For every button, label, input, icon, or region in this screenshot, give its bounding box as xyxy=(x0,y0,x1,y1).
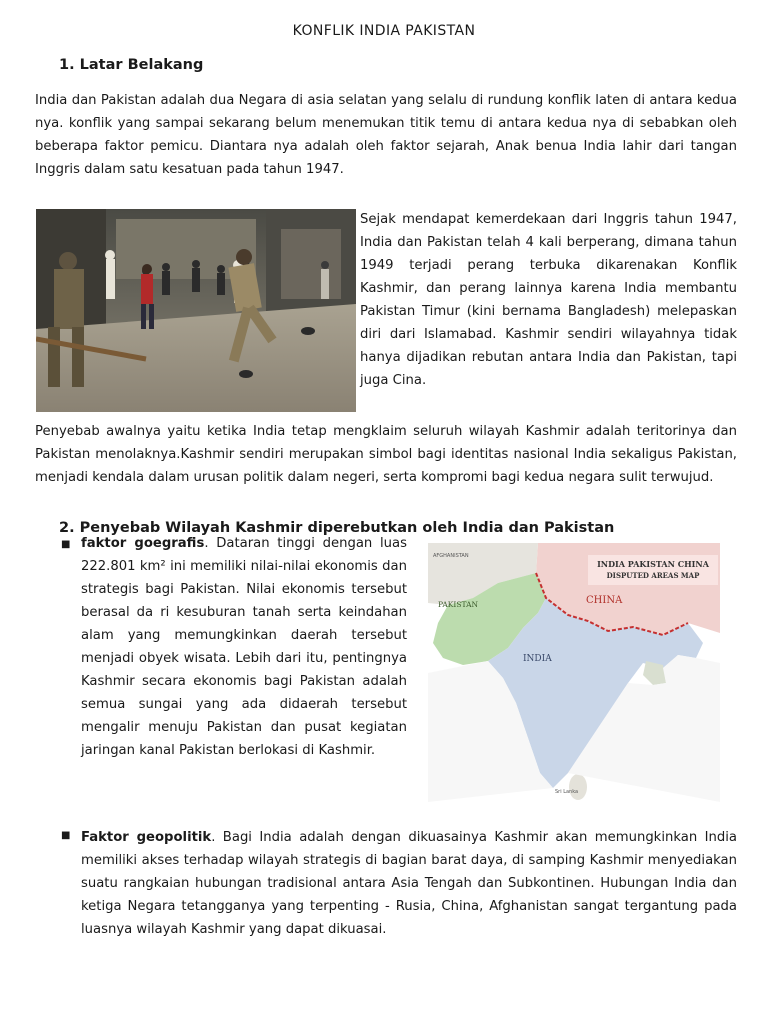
sri-lanka-region xyxy=(569,774,587,800)
history-paragraph: Sejak mendapat kemerdekaan dari Inggris tahun 1947, India dan Pakistan telah 4 kali berperang, dimana tahun 1949 terjadi perang terbuka dikarenakan Konflik Kashmir, dan perang lainnya karena India membantu Pakistan Timur (kini bernama Bangladesh) melepaskan diri dari Islamabad. Kashmir sendiri wilayahnya tidak hanya dijadikan rebutan antara India dan Pakistan, tapi juga Cina. xyxy=(360,212,737,388)
section-2-heading: 2. Penyebab Wilayah Kashmir diperebutkan oleh India dan Pakistan xyxy=(59,520,615,536)
section-1-heading: 1. Latar Belakang xyxy=(59,57,204,73)
conflict-photo-illustration xyxy=(36,209,356,412)
label-pakistan: PAKISTAN xyxy=(438,600,479,609)
disputed-areas-map xyxy=(428,543,720,802)
cause-paragraph: Penyebab awalnya yaitu ketika India tetap mengklaim seluruh wilayah Kashmir adalah teritorinya dan Pakistan menolaknya.Kashmir sendiri merupakan simbol bagi identitas nasional India sekaligus Pakistan, menjadi kendala dalam urusan politik dalam negeri, serta kompromi bagi kedua negara sulit terwujud. xyxy=(35,424,737,485)
geography-term: faktor goegrafis xyxy=(81,536,205,551)
intro-paragraph: India dan Pakistan adalah dua Negara di asia selatan yang selalu di rundung konflik laten di antara kedua nya. konflik yang sampai sekarang belum menemukan titik temu di antara kedua nya di sebabkan oleh beberapa faktor pemicu. Diantara nya adalah oleh faktor sejarah, Anak benua India lahir dari tangan Inggris dalam satu kesatuan pada tahun 1947. xyxy=(35,93,737,177)
geopolitics-bullet xyxy=(81,826,737,941)
label-afghanistan: AFGHANISTAN xyxy=(433,553,469,559)
bullet-square-icon: ■ xyxy=(61,830,71,841)
geopolitics-term: Faktor geopolitik xyxy=(81,830,212,845)
bullet-square-icon: ■ xyxy=(61,539,71,550)
label-sri-lanka: Sri Lanka xyxy=(555,789,579,795)
geopolitics-text: . Bagi India adalah dengan dikuasainya Kashmir akan memungkinkan India memiliki akses terhadap wilayah strategis di bagian barat daya, di samping Kashmir menyediakan suatu rangkaian hubungan tradisional antara Asia Tengah dan Subkontinen. Hubungan India dan ketiga Negara tetangganya yang terpenting - Rusia, China, Afghanistan sangat tergantung pada luasnya wilayah Kashmir yang dapat dikuasai. xyxy=(81,830,737,937)
geography-text: . Dataran tinggi dengan luas 222.801 km² ini memiliki nilai-nilai ekonomis dan strategis bagi Pakistan. Nilai ekonomis tersebut berasal da ri kesuburan tanah serta keindahan alam yang memungkinkan daerah tersebut menjadi obyek wisata. Lebih dari itu, pentingnya Kashmir secara ekonomis bagi Pakistan adalah semua sungai yang ada didaerah tersebut mengalir menuju Pakistan dan pusat kegiatan jaringan kanal Pakistan berlokasi di Kashmir. xyxy=(81,536,407,758)
label-india: INDIA xyxy=(523,654,552,664)
map-illustration xyxy=(428,543,720,802)
document-title: KONFLIK INDIA PAKISTAN xyxy=(292,23,476,39)
label-china: CHINA xyxy=(586,595,623,606)
map-title-line2: DISPUTED AREAS MAP xyxy=(606,571,700,580)
map-title-line1: INDIA PAKISTAN CHINA xyxy=(597,559,709,569)
geography-bullet xyxy=(81,532,407,762)
conflict-photo xyxy=(36,209,356,412)
